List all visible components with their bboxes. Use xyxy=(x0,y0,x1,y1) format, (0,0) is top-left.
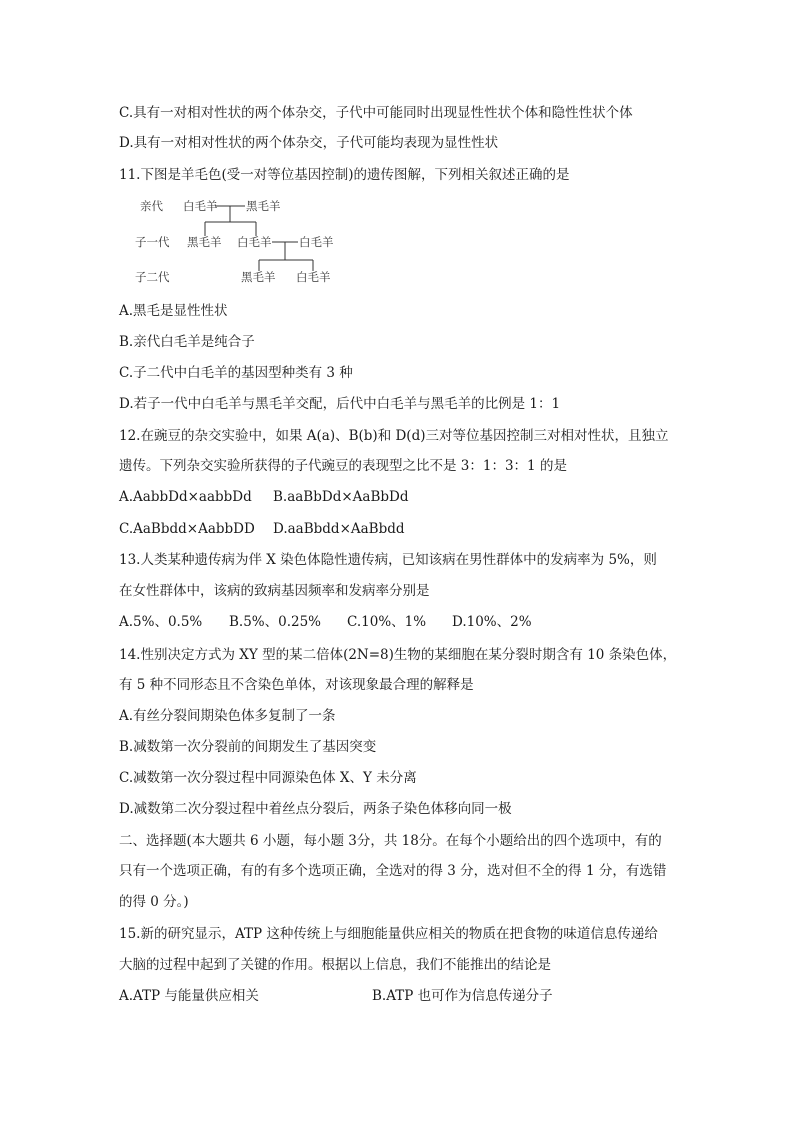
parent-white-sheep: 白毛羊 xyxy=(183,199,218,213)
q14-option-d: D.减数第二次分裂过程中着丝点分裂后，两条子染色体移向同一极 xyxy=(119,801,512,817)
q14-stem-line-1: 14.性别决定方式为 XY 型的某二倍体(2N=8)生物的某细胞在某分裂时期含有 10 条染色体， xyxy=(119,647,677,663)
q15-option-b: B.ATP 也可作为信息传递分子 xyxy=(372,988,553,1004)
q13-stem-line-2: 在女性群体中，该病的致病基因频率和发病率分别是 xyxy=(119,583,430,599)
section2-instructions-line-3: 的得 0 分。) xyxy=(119,894,189,910)
q12-option-a: A.AabbDd×aabbDd xyxy=(119,489,252,505)
q13-stem-line-1: 13.人类某种遗传病为伴 X 染色体隐性遗传病，已知该病在男性群体中的发病率为 5%，则 xyxy=(119,552,657,568)
q12-stem-line-1: 12.在豌豆的杂交实验中，如果 A(a)、B(b)和 D(d)三对等位基因控制三对相对性状，且独立 xyxy=(119,428,669,444)
q12-option-b: B.aaBbDd×AaBbDd xyxy=(273,489,409,505)
q15-stem-line-2: 大脑的过程中起到了关键的作用。根据以上信息，我们不能推出的结论是 xyxy=(119,957,551,973)
q13-option-c: C.10%、1% xyxy=(347,614,427,630)
q11-option-d: D.若子一代中白毛羊与黑毛羊交配，后代中白毛羊与黑毛羊的比例是 1：1 xyxy=(119,396,561,412)
section2-instructions-line-1: 二、选择题(本大题共 6 小题，每小题 3分，共 18分。在每个小题给出的四个选项中，有的 xyxy=(119,833,662,849)
q12-stem-line-2: 遗传。下列杂交实验所获得的子代豌豆的表现型之比不是 3：1：3：1 的是 xyxy=(119,458,567,474)
q14-stem-line-2: 有 5 种不同形态且不含染色单体，对该现象最合理的解释是 xyxy=(119,677,474,693)
q14-option-a: A.有丝分裂间期染色体多复制了一条 xyxy=(119,708,336,724)
q11-option-b: B.亲代白毛羊是纯合子 xyxy=(119,334,255,350)
f1-black-sheep: 黑毛羊 xyxy=(187,235,222,249)
parent-black-sheep: 黑毛羊 xyxy=(246,199,281,213)
q15-option-a: A.ATP 与能量供应相关 xyxy=(119,988,259,1004)
f2-white-sheep: 白毛羊 xyxy=(296,270,331,284)
q11-option-c: C.子二代中白毛羊的基因型种类有 3 种 xyxy=(119,365,353,381)
q14-option-c: C.减数第一次分裂过程中同源染色体 X、Y 未分离 xyxy=(119,770,417,786)
q12-option-d: D.aaBbdd×AaBbdd xyxy=(273,521,405,537)
q14-option-b: B.减数第一次分裂前的间期发生了基因突变 xyxy=(119,739,377,755)
q10-option-c: C.具有一对相对性状的两个体杂交，子代中可能同时出现显性性状个体和隐性性状个体 xyxy=(119,105,633,121)
q13-option-a: A.5%、0.5% xyxy=(119,614,203,630)
generation-label-f2: 子二代 xyxy=(135,270,170,284)
f1-white-sheep: 白毛羊 xyxy=(237,235,272,249)
q13-option-b: B.5%、0.25% xyxy=(229,614,322,630)
q13-option-d: D.10%、2% xyxy=(452,614,532,630)
generation-label-f1: 子一代 xyxy=(135,235,170,249)
section2-instructions-line-2: 只有一个选项正确，有的有多个选项正确，全选对的得 3 分，选对但不全的得 1 分，有选错 xyxy=(119,863,667,879)
f1-mate-white-sheep: 白毛羊 xyxy=(299,235,334,249)
generation-label-parents: 亲代 xyxy=(140,199,163,213)
pedigree-lines xyxy=(0,0,794,300)
f2-black-sheep: 黑毛羊 xyxy=(241,270,276,284)
q11-option-a: A.黑毛是显性性状 xyxy=(119,303,228,319)
q15-stem-line-1: 15.新的研究显示，ATP 这种传统上与细胞能量供应相关的物质在把食物的味道信息传递给 xyxy=(119,926,658,942)
q12-option-c: C.AaBbdd×AabbDD xyxy=(119,521,255,537)
q11-stem: 11.下图是羊毛色(受一对等位基因控制)的遗传图解，下列相关叙述正确的是 xyxy=(119,167,570,183)
q10-option-d: D.具有一对相对性状的两个体杂交，子代可能均表现为显性性状 xyxy=(119,135,499,151)
